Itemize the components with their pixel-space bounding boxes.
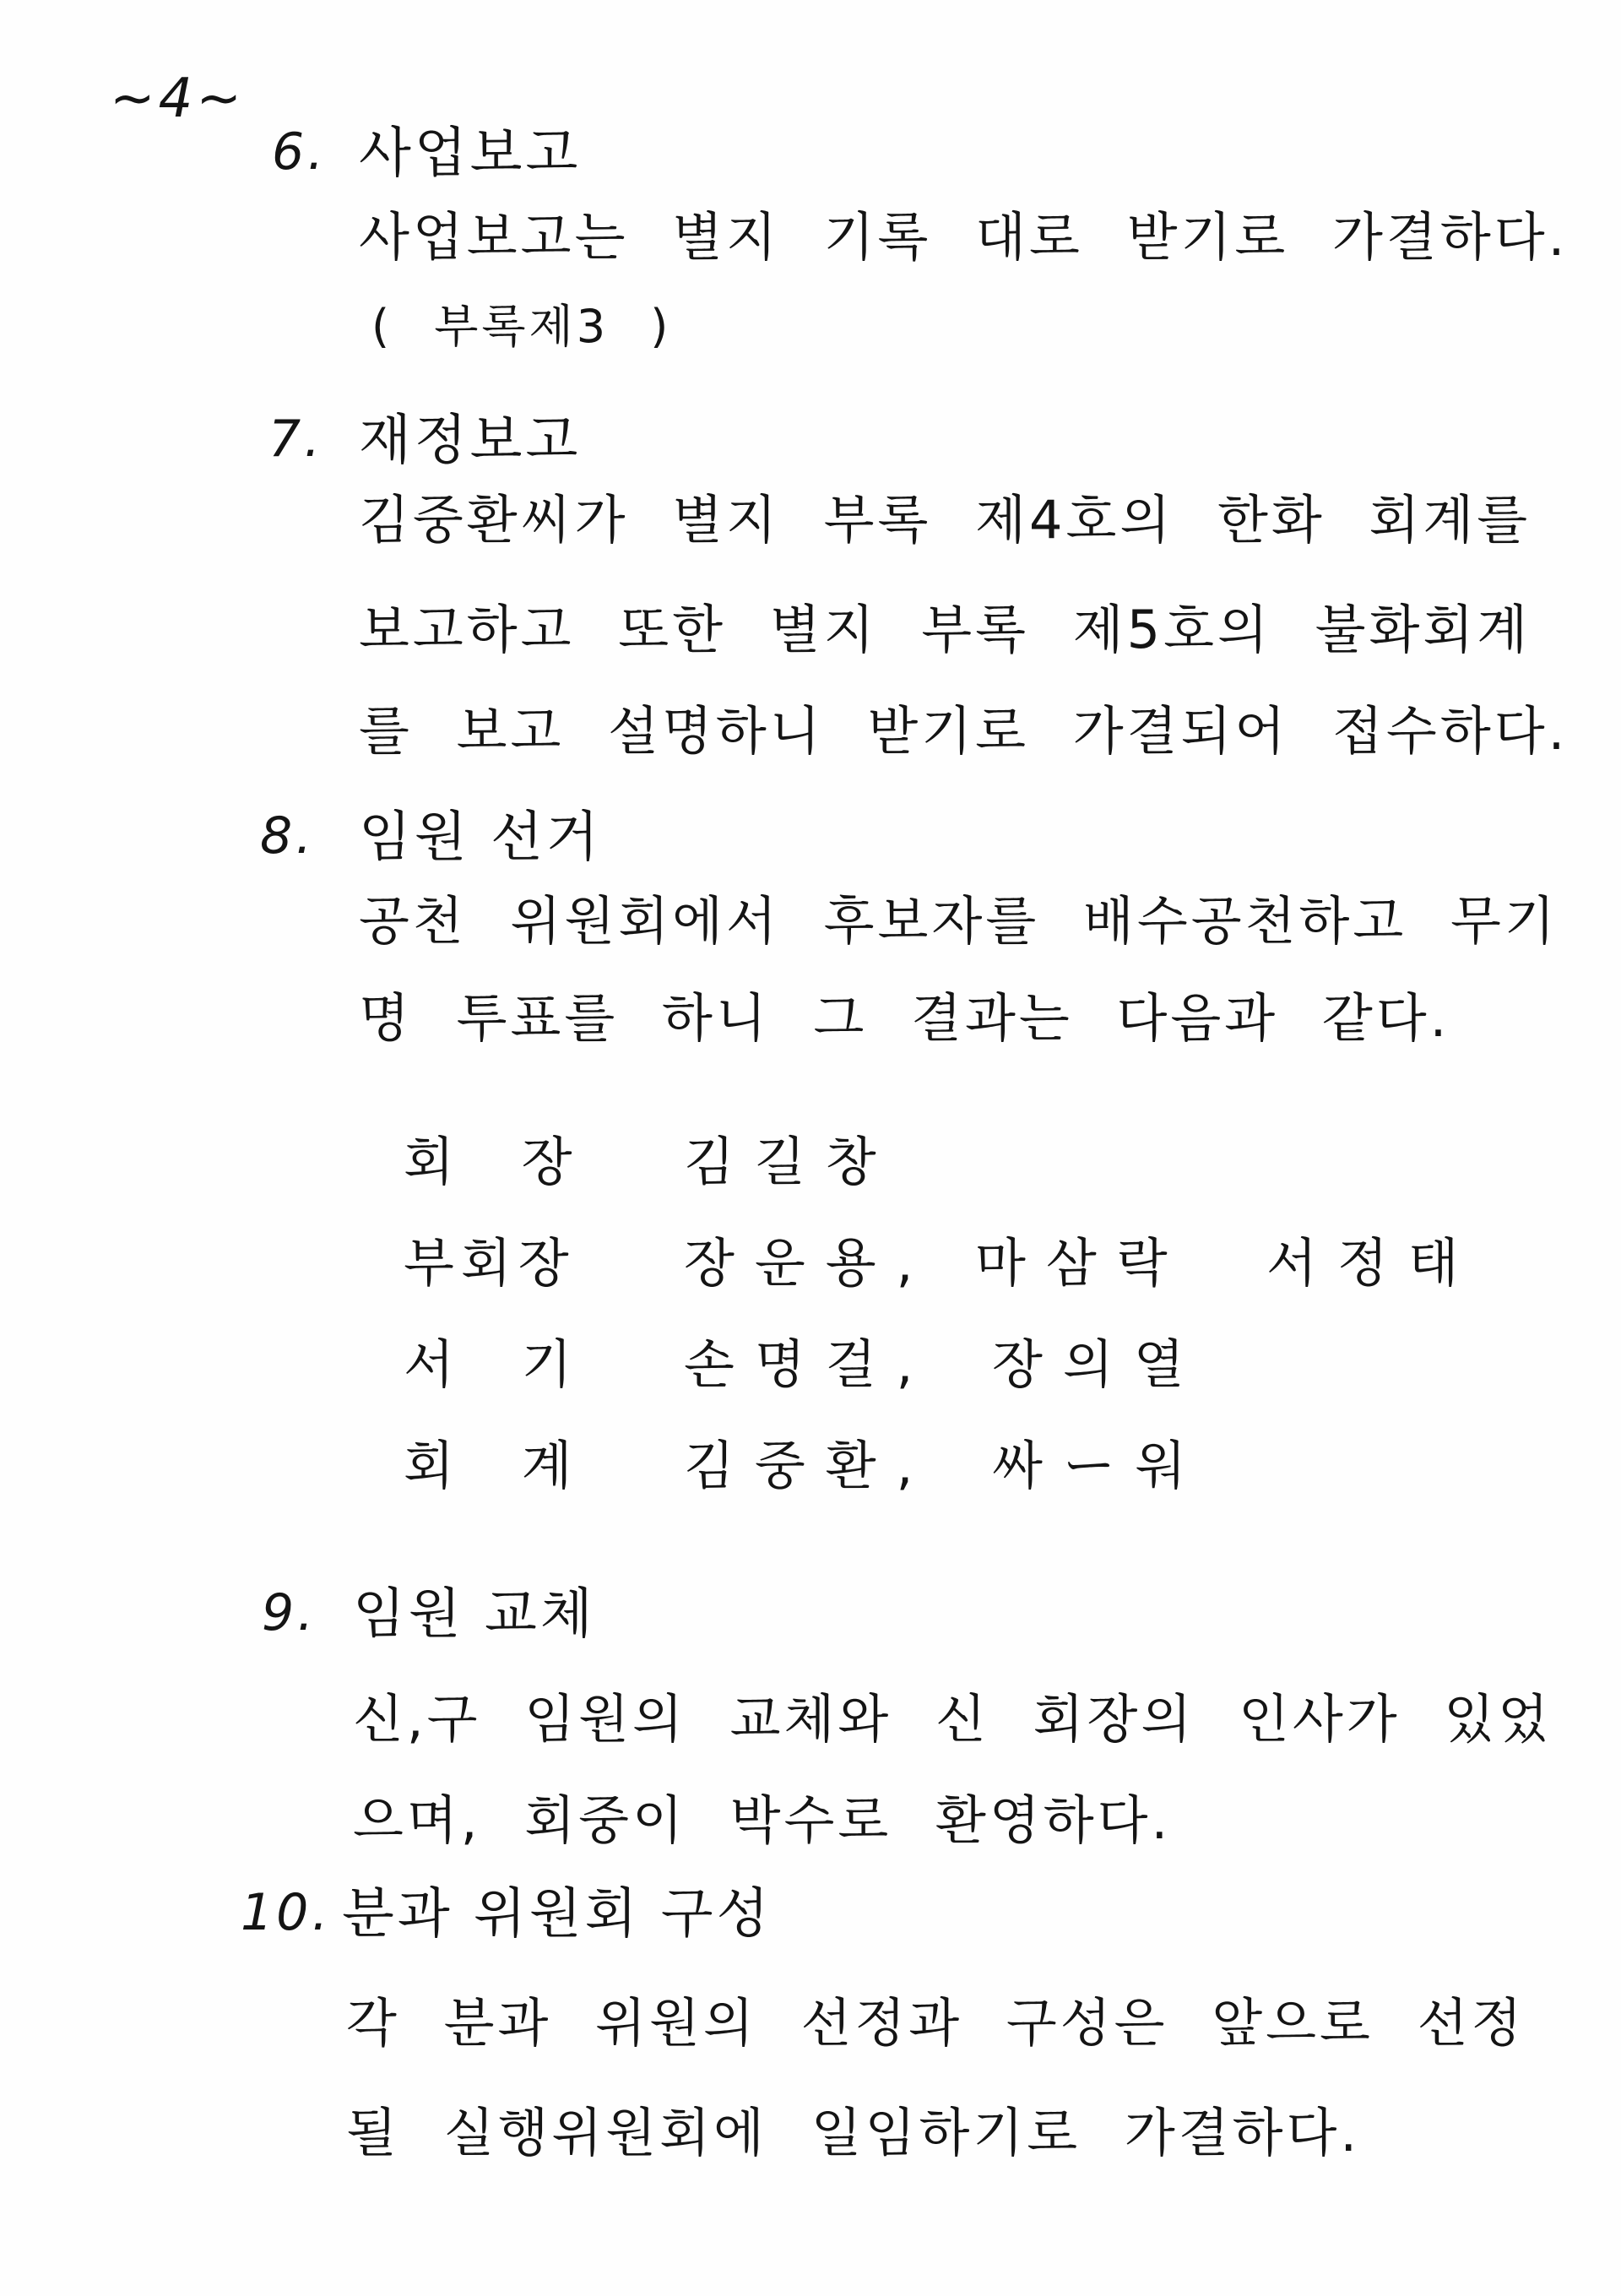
section-10-title: 분과 위원회 구성 [342, 1883, 773, 1946]
section-10-line-1: 각 분과 위원의 선정과 구성은 앞으로 선정 [346, 1992, 1526, 2054]
section-9-title: 임원 교체 [353, 1583, 596, 1646]
section-9-line-2: 으며, 회중이 박수로 환영하다. [353, 1789, 1172, 1851]
section-9-number: 9. [262, 1583, 317, 1642]
officer-name-president: 김길창 [684, 1131, 897, 1192]
section-7-line-2: 보고하고 또한 별지 부록 제5호의 불화회계 [359, 599, 1532, 660]
section-8-title: 임원 선거 [359, 806, 602, 869]
officer-name-vice-president-2: 마삼락 [975, 1232, 1188, 1294]
officer-name-secretary-1: 손명걸, [684, 1333, 934, 1395]
section-10-number: 10. [241, 1883, 332, 1942]
section-9-line-1: 신,구 임원의 교체와 신 회장의 인사가 있었 [353, 1688, 1553, 1750]
officer-role-vice-president: 부회장 [404, 1232, 576, 1294]
section-7-line-1: 김중환씨가 별지 부록 제4호의 한화 회계를 [359, 489, 1532, 551]
section-8-line-1: 공천 위원회에서 후보자를 배수공천하고 무기 [359, 890, 1559, 952]
officer-name-vice-president-1: 장운용, [684, 1232, 934, 1294]
section-7-line-3: 를 보고 설명하니 받기로 가결되어 접수하다. [359, 700, 1569, 762]
section-10-line-2: 될 실행위원회에 일임하기로 가결하다. [346, 2102, 1361, 2163]
section-7-title: 재정보고 [359, 410, 582, 472]
section-8-line-2: 명 투표를 하니 그 결과는 다음과 같다. [359, 987, 1450, 1049]
officer-role-president: 회 장 [404, 1131, 598, 1192]
officer-role-secretary: 서 기 [404, 1333, 598, 1395]
section-6-line-2: ( 부록제3 ) [371, 300, 672, 353]
officer-name-vice-president-3: 서정태 [1266, 1232, 1479, 1294]
section-6-line-1: 사업보고는 별지 기록 대로 받기로 가결하다. [359, 206, 1569, 268]
section-6-title: 사업보고 [359, 122, 582, 185]
officer-name-treasurer-1: 김중환, [684, 1435, 934, 1496]
officer-role-treasurer: 회 계 [404, 1435, 598, 1496]
officer-name-secretary-2: 장의열 [992, 1333, 1205, 1395]
section-7-number: 7. [268, 410, 324, 469]
section-8-number: 8. [260, 806, 316, 866]
officer-name-treasurer-2: 싸ー워 [992, 1435, 1206, 1496]
page-number: ~4~ [110, 68, 245, 130]
section-6-number: 6. [272, 122, 328, 182]
